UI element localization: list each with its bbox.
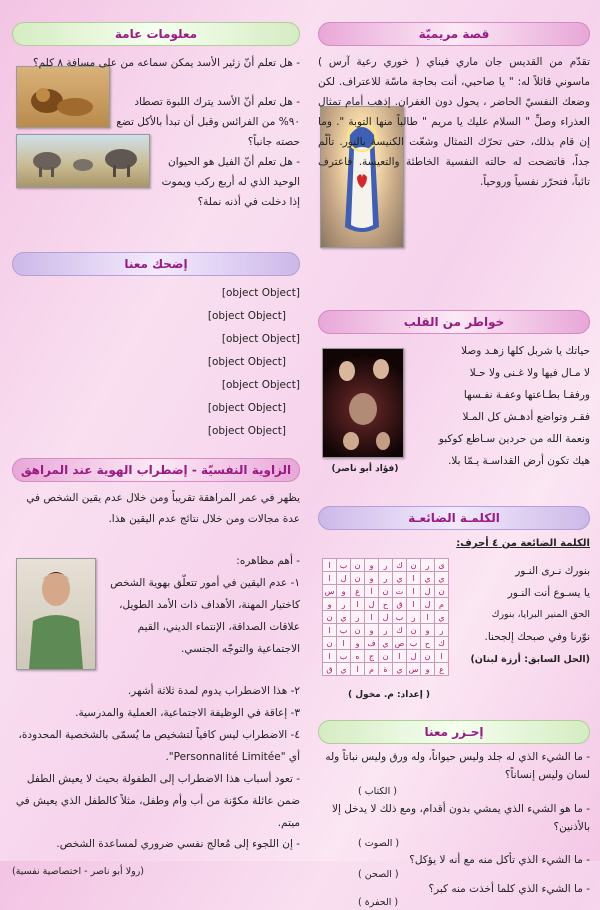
grid-cell[interactable]: ا [323, 572, 337, 585]
psych-point: - إن اللجوء إلى مُعالج نفسي ضروري لمساعدة الشخص. [56, 838, 300, 850]
grid-cell[interactable]: ب [337, 650, 351, 663]
grid-cell[interactable]: ي [435, 611, 449, 624]
grid-cell[interactable]: ا [323, 624, 337, 637]
grid-cell[interactable]: ي [379, 637, 393, 650]
lost-word-section [318, 538, 590, 728]
laugh-section [12, 282, 300, 446]
grid-cell[interactable]: ا [435, 650, 449, 663]
grid-cell[interactable]: ر [379, 624, 393, 637]
riddle-question: - ما هو الشيء الذي يمشي بدون أقدام، ومع ذلك لا يدخل إلا بالأذنين؟ [331, 803, 590, 833]
info-item: - هل تعلم أنّ زئير الأسد يمكن سماعه من على مسافة ٨ كلم؟ [33, 57, 300, 69]
grid-cell[interactable]: ر [435, 624, 449, 637]
grid-cell[interactable]: ل [379, 611, 393, 624]
grid-cell[interactable]: ة [379, 663, 393, 676]
grid-cell[interactable]: س [407, 663, 421, 676]
grid-cell[interactable]: ا [407, 598, 421, 611]
text-line: يا يسـوع أنت النـور [507, 587, 590, 599]
info-item: - هل تعلم أنّ الأسد يترك اللبوة تصطاد ٩٠% من الفرائس وقبل أن تبدأ بالأكل تضع حصته جانباً؟ [116, 96, 300, 148]
grid-cell[interactable]: ر [379, 572, 393, 585]
grid-cell[interactable]: ا [351, 663, 365, 676]
grid-cell[interactable]: ن [379, 650, 393, 663]
previous-solution: (الحل السابق: أرزة لبنان) [470, 654, 590, 665]
grid-cell[interactable]: ن [421, 650, 435, 663]
riddle-answer: ( الصحن ) [358, 869, 399, 880]
joke-line: [object Object] [207, 402, 286, 414]
laugh-title: إضحك معنا [12, 252, 300, 276]
grid-cell[interactable]: ي [337, 611, 351, 624]
psych-title: الزاوية النفسيّة - إضطراب الهوية عند المراهق [12, 458, 300, 482]
grid-cell[interactable]: ن [379, 585, 393, 598]
riddle-question: - ما الشيء الذي تأكل منه مع أنه لا يؤكل؟ [409, 854, 590, 866]
joke-line: [object Object] [207, 310, 286, 322]
grid-cell[interactable]: و [337, 585, 351, 598]
grid-row [323, 611, 449, 624]
grid-cell[interactable]: ل [365, 598, 379, 611]
joke-line: [object Object] [207, 425, 286, 437]
grid-row [323, 559, 449, 572]
grid-cell[interactable]: ك [435, 637, 449, 650]
poem [408, 340, 590, 472]
grid-cell[interactable]: ن [351, 559, 365, 572]
lost-word-title: الكلمـة الضائعـة [318, 506, 590, 530]
grid-cell[interactable]: ا [421, 611, 435, 624]
grid-cell[interactable]: ص [393, 637, 407, 650]
grid-cell[interactable]: ا [337, 637, 351, 650]
grid-cell[interactable]: ر [351, 611, 365, 624]
text-line: الحق المنير البرايا، بنورك [491, 609, 590, 620]
grid-cell[interactable]: ر [379, 559, 393, 572]
grid-cell[interactable]: ج [365, 650, 379, 663]
grid-cell[interactable]: ن [351, 624, 365, 637]
info-title: معلومات عامة [12, 22, 300, 46]
right-column [318, 14, 590, 910]
lost-word-subtitle: الكلمة الضائعة من ٤ أحرف: [456, 538, 590, 549]
grid-cell[interactable]: م [435, 598, 449, 611]
grid-cell[interactable]: ع [435, 663, 449, 676]
grid-cell[interactable]: ن [323, 637, 337, 650]
heart-title: خواطر من القلب [318, 310, 590, 334]
prepared-by: ( إعداد: م. مخول ) [348, 690, 431, 700]
psych-point: ٣- إعاقة في الوظيفة الاجتماعية، العملية والمدرسية. [75, 707, 300, 719]
psych-point: ٢- هذا الاضطراب يدوم لمدة ثلاثة أشهر. [127, 685, 300, 697]
grid-cell[interactable]: ن [407, 624, 421, 637]
grid-cell[interactable]: ف [365, 637, 379, 650]
grid-cell[interactable]: و [421, 624, 435, 637]
poem-line: ورفقـا بطـاعتها وعفـة نفـسها [463, 389, 590, 401]
grid-cell[interactable]: و [351, 637, 365, 650]
grid-cell[interactable]: ا [351, 598, 365, 611]
riddle-answer: ( الحفرة ) [358, 897, 399, 908]
grid-cell[interactable]: ا [407, 585, 421, 598]
psych-point: - تعود أسباب هذا الاضطراب إلى الطفولة بحيث لا يعيش الطفل ضمن عائلة مكوّنة من أب وأم وطفل، مثلاً كالطفل الذي يعيش في ميتم. [15, 773, 300, 829]
riddle-answer: ( الصوت ) [358, 838, 400, 849]
grid-cell[interactable]: ي [393, 572, 407, 585]
grid-cell[interactable]: ب [407, 637, 421, 650]
heart-author: (فؤاد أبو ناصر) [331, 464, 399, 474]
poem-line: حياتك يا شربل كلها زهـد وصلا [461, 345, 590, 357]
psych-intro: يظهر في عمر المراهقة تقريباً ومن خلال عدم يقين الشخص في عدة مجالات ومن خلال نتائج عدم اليقين هذا. [26, 492, 300, 525]
riddle-question: - ما الشيء الذي كلما أخذت منه كبر؟ [428, 883, 590, 895]
left-column [12, 14, 300, 888]
grid-cell[interactable]: ن [351, 572, 365, 585]
joke-line: [object Object] [207, 356, 286, 368]
grid-cell[interactable]: ع [351, 585, 365, 598]
grid-cell[interactable]: ا [323, 559, 337, 572]
grid-cell[interactable]: ح [421, 637, 435, 650]
grid-cell[interactable]: ل [337, 572, 351, 585]
grid-cell[interactable]: ي [435, 572, 449, 585]
psych-point: ١- عدم اليقين في أمور تتعلّق بهوية الشخص كاختيار المهنة، الأهداف ذات الأمد الطويل، علاقات الصداقة، الإنتماء الديني، القيم الاجتماعية والتوجّه الجنسي. [110, 577, 300, 655]
grid-cell[interactable]: ا [407, 572, 421, 585]
lions-image [16, 66, 110, 128]
grid-cell[interactable]: ك [393, 559, 407, 572]
grid-cell[interactable]: و [365, 624, 379, 637]
psych-point: - أهم مظاهره: [236, 555, 300, 567]
grid-cell[interactable]: ق [323, 663, 337, 676]
poem-line: هيك تكون أرض القداسـة يـمّا بلا. [448, 455, 590, 467]
grid-row [323, 598, 449, 611]
grid-cell[interactable]: ل [407, 650, 421, 663]
word-grid[interactable] [322, 558, 449, 676]
grid-row [323, 637, 449, 650]
story-text: تقدّم من القديس جان ماري فيناي ( خوري رعية آرس ) ماسوني قائلاً له: " يا صاحبي، أنت بحاجة ماسّة للاعتراف. لكن وضعك النفسيّ الحاضر ، يحول دون الغفران. إذهب أمام تمثال العذراء وصلِّ " السلام عليك يا مريم " طالباً منها التوبة ". وما إن قام بذلك، حتى تحرّك التمثال وشعّت الكنيسة بالنور. تألّم جداً، فاتضحت له حالته النفسية الخاطئة والتعيسة. فاعترف تائباً، فتحرّر نفسياً وروحياً. [318, 56, 590, 188]
grid-cell[interactable]: ى [435, 559, 449, 572]
grid-row [323, 650, 449, 663]
grid-row [323, 572, 449, 585]
info-item: - هل تعلم أنّ الفيل هو الحيوان الوحيد الذي له أربع ركب ويموت إذا دخلت في أذنه نملة؟ [161, 156, 300, 208]
grid-cell[interactable]: ر [407, 611, 421, 624]
story-section [318, 50, 590, 288]
psych-point: ٤- الاضطراب ليس كافياً لتشخيص ما يُسمّى بالشخصية المحدودة، أي "Personnalité Limitée". [18, 729, 300, 763]
grid-cell[interactable]: ر [421, 559, 435, 572]
poem-line: لا مـال فيها ولا غـنى ولا حـلا [469, 367, 590, 379]
grid-cell[interactable]: ن [323, 611, 337, 624]
riddle-question: - ما الشيء الذي له جلد وليس حيواناً، وله ورق وليس نباتاً وله لسان وليس إنساناً؟ [325, 751, 590, 781]
grid-row [323, 585, 449, 598]
grid-cell[interactable]: ب [337, 624, 351, 637]
riddle-answer: ( الكتاب ) [358, 786, 397, 797]
grid-cell[interactable]: ب [337, 559, 351, 572]
heart-section [318, 340, 590, 490]
grid-cell[interactable]: ت [393, 585, 407, 598]
grid-cell[interactable]: م [365, 663, 379, 676]
joke-line: [object Object] [221, 379, 300, 391]
psych-author: (رولا أبو ناصر - اختصاصية نفسية) [12, 866, 144, 877]
info-section [12, 50, 300, 216]
grid-cell[interactable]: ا [393, 650, 407, 663]
grid-cell[interactable]: و [323, 598, 337, 611]
psych-section [12, 488, 300, 888]
grid-cell[interactable]: س [323, 585, 337, 598]
guess-section [318, 748, 590, 910]
saints-photo [322, 348, 404, 458]
grid-cell[interactable]: ل [421, 585, 435, 598]
grid-cell[interactable]: و [421, 663, 435, 676]
grid-cell[interactable]: ل [421, 598, 435, 611]
grid-cell[interactable]: ك [393, 624, 407, 637]
grid-cell[interactable]: ا [365, 585, 379, 598]
grid-row [323, 663, 449, 676]
grid-cell[interactable]: ب [393, 611, 407, 624]
text-line: بنورك نـرى النـور [515, 565, 590, 577]
grid-cell[interactable]: ن [407, 559, 421, 572]
grid-cell[interactable]: ن [435, 585, 449, 598]
grid-cell[interactable]: ي [337, 663, 351, 676]
grid-cell[interactable]: ا [323, 650, 337, 663]
grid-cell[interactable]: ه [351, 650, 365, 663]
grid-cell[interactable]: ر [337, 598, 351, 611]
joke-line: [object Object] [221, 333, 300, 345]
lost-word-text [462, 560, 590, 648]
poem-line: ونعمة الله من حردين سـاطع كوكبو [438, 433, 590, 445]
grid-cell[interactable]: و [365, 559, 379, 572]
grid-cell[interactable]: ي [393, 663, 407, 676]
joke-line: [object Object] [221, 287, 300, 299]
grid-cell[interactable]: ي [421, 572, 435, 585]
grid-cell[interactable]: ق [393, 598, 407, 611]
grid-cell[interactable]: ح [379, 598, 393, 611]
grid-row [323, 624, 449, 637]
guess-title: إحـزر معنا [318, 720, 590, 744]
poem-line: فقـر وتواضع أدهـش كل المـلا [462, 411, 590, 423]
text-line: نوّرنا وفي صبحك إلجحنا. [484, 631, 590, 643]
grid-cell[interactable]: ا [365, 611, 379, 624]
story-title: قصة مريميّة [318, 22, 590, 46]
grid-cell[interactable]: و [365, 572, 379, 585]
